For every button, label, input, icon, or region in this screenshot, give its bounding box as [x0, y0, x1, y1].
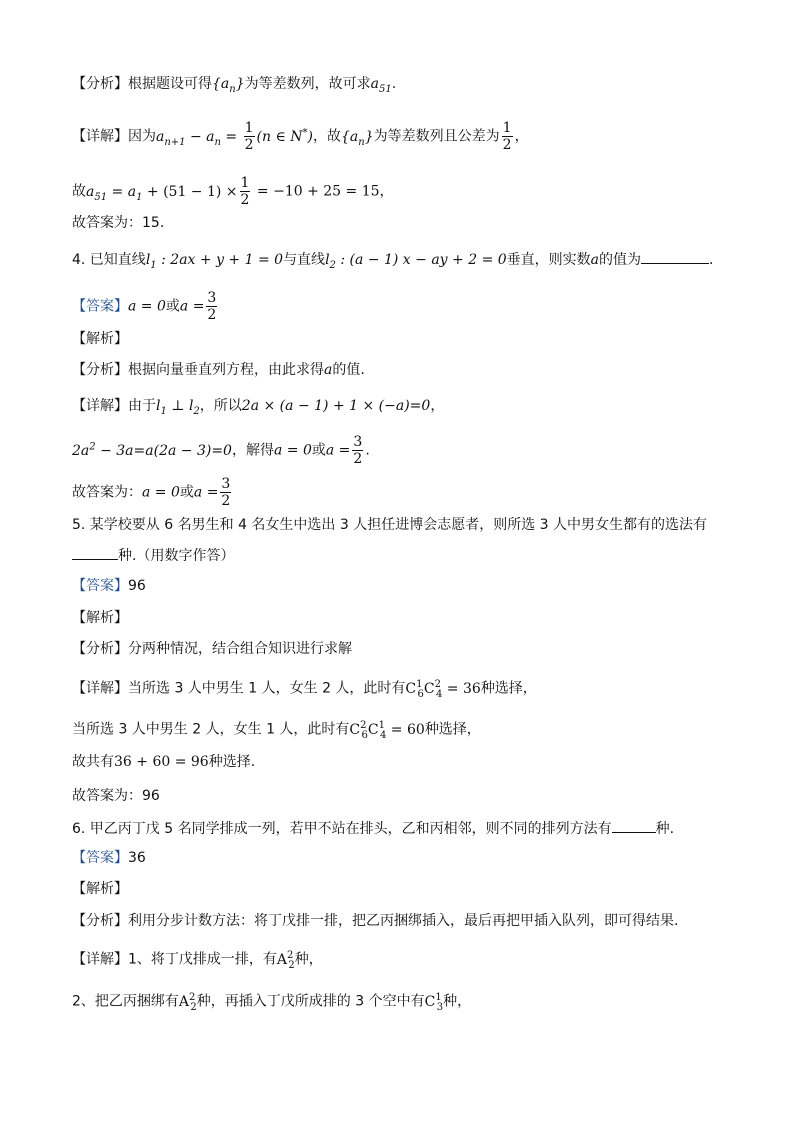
- analysis-text: 根据向量垂直列方程，由此求得: [128, 362, 324, 378]
- answer-blank: [641, 249, 709, 264]
- q5-detail-line3: [72, 752, 255, 772]
- detail-label: 【详解】: [72, 951, 128, 968]
- detail-label: 【详解】: [72, 398, 128, 414]
- quadratic-expr: $2a^2 - 3a=a(2a - 3)=0$: [72, 440, 232, 459]
- sum-prefix: 故共有: [72, 754, 114, 770]
- answer-value: 96: [128, 578, 146, 594]
- fraction: $\frac{1}{2}$: [244, 120, 254, 153]
- q4-stem: [72, 249, 713, 276]
- answer-value-1: a = 0: [142, 484, 180, 501]
- q5-stem-line2: [72, 545, 234, 566]
- period: .: [391, 76, 397, 92]
- q5-analysis: [72, 639, 352, 659]
- q4-analysis: [72, 360, 365, 380]
- q4-final-answer: [72, 476, 233, 509]
- seq-symbol: $\{a_n\}$: [212, 76, 245, 95]
- sum-end: 种选择.: [208, 754, 256, 770]
- solution-1: a = 0: [273, 442, 312, 459]
- detail-text: 当所选 3 人中男生 1 人，女生 2 人，此时有: [128, 680, 406, 697]
- q5-final-answer: 故答案为：96: [72, 788, 160, 804]
- detail-text: 由于: [128, 398, 156, 414]
- permutation-expr: $A^2_2$: [178, 992, 197, 1013]
- calc-expr: $a_{51} = a_1 + (51 - 1)$ ×: [86, 183, 238, 203]
- stem-prefix: 4. 已知直线: [72, 252, 146, 268]
- stem-end: 种.: [655, 821, 675, 837]
- q5-detail-line1: [72, 675, 537, 704]
- analysis-text: 分两种情况，结合组合知识进行求解: [128, 641, 352, 657]
- perp-expr: $l_1$ ⊥ $l_2$: [156, 398, 200, 417]
- solution-var: a =: [325, 442, 351, 459]
- answer-value: 36: [128, 850, 146, 866]
- or-text: 或: [311, 442, 326, 459]
- detail-end: 种，: [443, 993, 472, 1010]
- line-l1: $l_1$ : 2ax + y + 1 = 0: [145, 252, 284, 271]
- detail-end: 种选择，: [424, 721, 481, 738]
- detail-end: 种选择，: [480, 680, 537, 697]
- q5-answer: [72, 576, 146, 596]
- analysis-end: 的值.: [332, 362, 365, 378]
- q6-detail-line1: [72, 946, 323, 975]
- line-l2: $l_2$ : (a − 1) x − ay + 2 = 0: [325, 252, 507, 271]
- stem-suffix: 种.（用数字作答）: [118, 548, 235, 564]
- q6-stem: [72, 818, 674, 839]
- q5-detail-line2: [72, 716, 481, 745]
- answer-var: a =: [179, 298, 205, 315]
- comma: ，: [430, 398, 445, 414]
- detail-text: 1、将丁戊排成一排，有: [128, 951, 277, 968]
- stem-mid: 与直线: [283, 252, 326, 268]
- analysis-text: 利用分步计数方法：将丁戊排一排，把乙丙捆绑插入，最后再把甲插入队列，即可得结果.: [128, 913, 679, 929]
- fraction: $\frac{1}{2}$: [502, 120, 512, 153]
- q3-analysis-line: [72, 74, 396, 100]
- or-text: 或: [165, 298, 180, 315]
- detail-text-3: 为等差数列且公差为: [373, 128, 500, 145]
- answer-blank: [72, 545, 118, 560]
- q6-analysis: [72, 911, 678, 931]
- detail-text: 2、把乙丙捆绑有: [72, 993, 179, 1010]
- condition: (n ∈ N*): [256, 126, 314, 145]
- period: .: [709, 252, 714, 268]
- sum-expr: 36 + 60 = 96: [114, 754, 209, 770]
- combination-expr: $C^1_6C^2_4 = 36$: [405, 679, 481, 700]
- calc-result: = −10 + 25 = 15: [252, 183, 380, 200]
- analysis-text: 根据题设可得: [128, 76, 212, 92]
- or-text: 或: [179, 484, 194, 501]
- fraction: $\frac{3}{2}$: [221, 476, 231, 509]
- comma: ，: [379, 183, 394, 200]
- answer-var: a =: [193, 484, 219, 501]
- q3-detail-line: [72, 120, 529, 153]
- answer-value-1: a = 0: [128, 298, 166, 315]
- calc-prefix: 故: [72, 183, 86, 200]
- detail-label: 【详解】: [72, 680, 128, 697]
- q5-stem-line1: 5. 某学校要从 6 名男生和 4 名女生中选出 3 人担任进博会志愿者，则所选 3 人中男女生都有的选法有: [72, 517, 708, 533]
- combination-expr: $C^2_6C^1_4 = 60$: [349, 720, 425, 741]
- q6-detail-line2: [72, 988, 471, 1017]
- fraction: $\frac{3}{2}$: [353, 434, 363, 467]
- seq-symbol: $\{a_n\}$: [341, 128, 374, 148]
- answer-label: 【答案】: [72, 578, 128, 594]
- detail-text-2: ，故: [313, 128, 342, 145]
- q4-jiexi-label: 【解析】: [72, 331, 128, 347]
- q6-jiexi-label: 【解析】: [72, 881, 128, 897]
- detail-expr: 2a × (a − 1) + 1 × (−a)=0: [241, 398, 431, 414]
- answer-blank: [612, 818, 656, 833]
- q3-answer-line: 故答案为：15.: [72, 215, 165, 231]
- fraction: $\frac{1}{2}$: [240, 175, 250, 208]
- detail-text: 当所选 3 人中男生 2 人，女生 1 人，此时有: [72, 721, 350, 738]
- variable: a: [324, 362, 333, 378]
- detail-label: 【详解】: [72, 128, 128, 145]
- answer-label: 【答案】: [72, 298, 128, 315]
- permutation-expr: $A^2_2$: [276, 950, 295, 971]
- solve-text: ，解得: [231, 442, 274, 459]
- analysis-label: 【分析】: [72, 913, 128, 929]
- detail-text: 因为: [128, 128, 156, 145]
- answer-label: 【答案】: [72, 850, 128, 866]
- comma: ，: [514, 128, 529, 145]
- target-term: $a_{51}$: [370, 76, 392, 95]
- analysis-text-2: 为等差数列，故可求: [244, 76, 371, 92]
- combination-expr: $C^1_3$: [424, 992, 444, 1013]
- detail-end: 种，: [294, 951, 323, 968]
- stem-text: 6. 甲乙丙丁戊 5 名同学排成一列，若甲不站在排头，乙和丙相邻，则不同的排列方法有: [72, 821, 612, 837]
- q4-detail-line2: [72, 434, 370, 467]
- stem-end: 的值为: [599, 252, 642, 268]
- stem-suffix: 垂直，则实数: [506, 252, 591, 268]
- period: .: [365, 442, 370, 459]
- recurrence-expr: $a_{n+1} - a_n$ =: [156, 128, 242, 148]
- q3-calc-line: [72, 175, 394, 208]
- detail-text-2: ，所以: [199, 398, 242, 414]
- analysis-label: 【分析】: [72, 76, 128, 92]
- analysis-label: 【分析】: [72, 641, 128, 657]
- variable: a: [590, 252, 600, 268]
- q4-detail: [72, 396, 444, 422]
- fraction: $\frac{3}{2}$: [207, 290, 217, 323]
- q5-jiexi-label: 【解析】: [72, 610, 128, 626]
- q6-answer: [72, 848, 146, 868]
- analysis-label: 【分析】: [72, 362, 128, 378]
- detail-text-2: 种，再插入丁戊所成排的 3 个空中有: [196, 993, 425, 1010]
- q4-answer: [72, 290, 219, 323]
- answer-prefix: 故答案为：: [72, 484, 142, 501]
